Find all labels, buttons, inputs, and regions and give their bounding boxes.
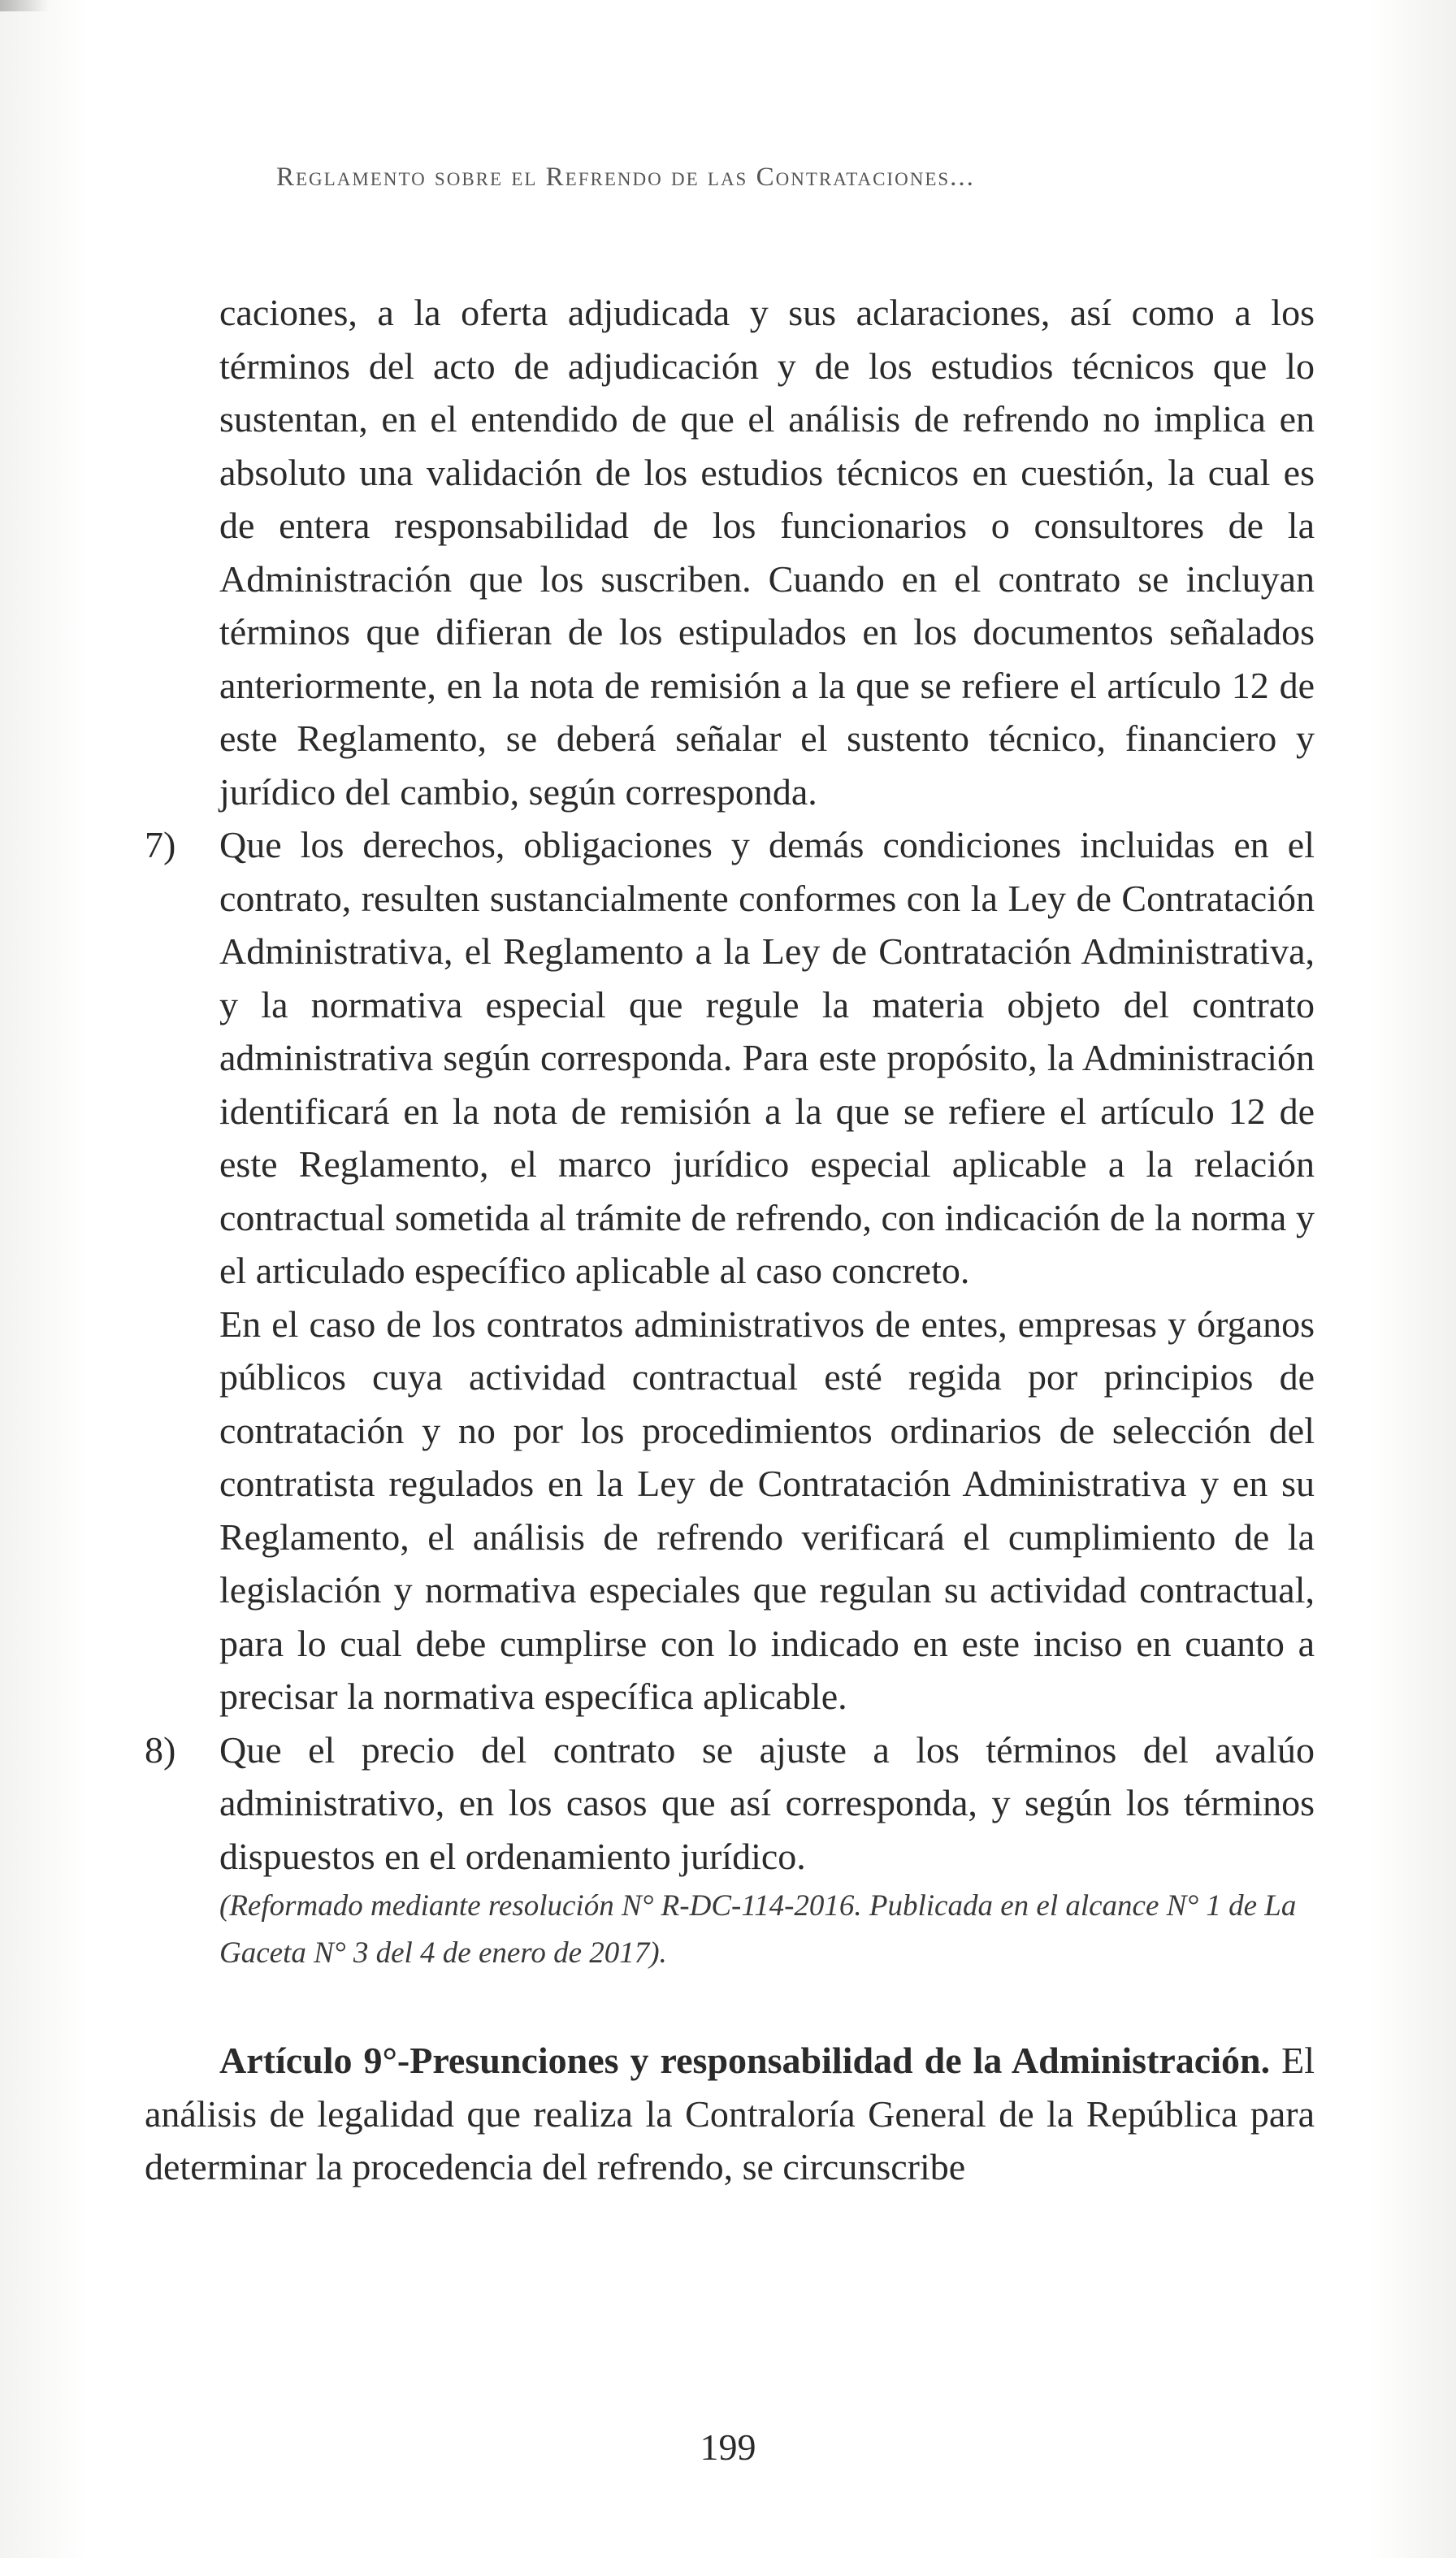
list-item-8 bbox=[145, 1723, 1315, 1884]
article-title: Artículo 9°-Presunciones y responsabilidad de la Administración. bbox=[219, 2040, 1271, 2081]
page-edge-shadow bbox=[0, 0, 49, 11]
item-text: Que los derechos, obligaciones y demás condiciones incluidas en el contrato, resulten sustancialmente conformes con la Ley de Contratación Administrativa, el Reglamento a la Ley de Contratación Administrativa, y la normativa especial que regule la materia objeto del contrato administrativa según corresponda. Para este propósito, la Administración identificará en la nota de remisión a la que se refiere el artículo 12 de este Reglamento, el marco jurídico especial aplicable a la relación contractual sometida al trámite de refrendo, con indicación de la norma y el articulado específico aplicable al caso concreto. bbox=[219, 824, 1315, 1291]
running-head: Reglamento sobre el Refrendo de las Contrataciones... bbox=[276, 163, 975, 192]
article-9 bbox=[145, 2034, 1315, 2194]
page-body bbox=[145, 286, 1315, 2194]
item-number: 8) bbox=[145, 1728, 176, 1771]
item-7-extra-paragraph: En el caso de los contratos administrativos de entes, empresas y órganos públicos cuya actividad contractual esté regida por principios de contratación y no por los procedimientos ordinarios de selección del contratista regulados en la Ley de Contratación Administrativa y en su Reglamento, el análisis de refrendo verificará el cumplimiento de la legislación y normativa especiales que regulan su actividad contractual, para lo cual debe cumplirse con lo indicado en este inciso en cuanto a precisar la normativa específica aplicable. bbox=[219, 1303, 1315, 1717]
page-number: 199 bbox=[700, 2426, 756, 2468]
item-text: Que el precio del contrato se ajuste a los términos del avalúo administrativo, en los casos que así corresponda, y según los términos dispuestos en el ordenamiento jurídico. bbox=[219, 1728, 1315, 1877]
continuation-paragraph: caciones, a la oferta adjudicada y sus aclaraciones, así como a los términos del acto de adjudicación y de los estudios técnicos que lo sustentan, en el entendido de que el análisis de refrendo no implica en absoluto una validación de los estudios técnicos en cuestión, la cual es de entera responsabilidad de los funcionarios o consultores de la Administración que los suscriben. Cuando en el contrato se incluyan términos que difieran de los estipulados en los documentos señalados anteriormente, en la nota de remisión a la que se refiere el artículo 12 de este Reglamento, se deberá señalar el sustento técnico, financiero y jurídico del cambio, según corresponda. bbox=[219, 292, 1315, 813]
article-text: El análisis de legalidad que realiza la Contraloría General de la República para determinar la procedencia del refrendo, se circunscribe bbox=[145, 2040, 1315, 2187]
reform-note: (Reformado mediante resolución N° R-DC-114-2016. Publicada en el alcance N° 1 de La Gaceta N° 3 del 4 de enero de 2017). bbox=[219, 1889, 1297, 1970]
list-item-7 bbox=[145, 818, 1315, 1298]
item-number: 7) bbox=[145, 824, 176, 865]
